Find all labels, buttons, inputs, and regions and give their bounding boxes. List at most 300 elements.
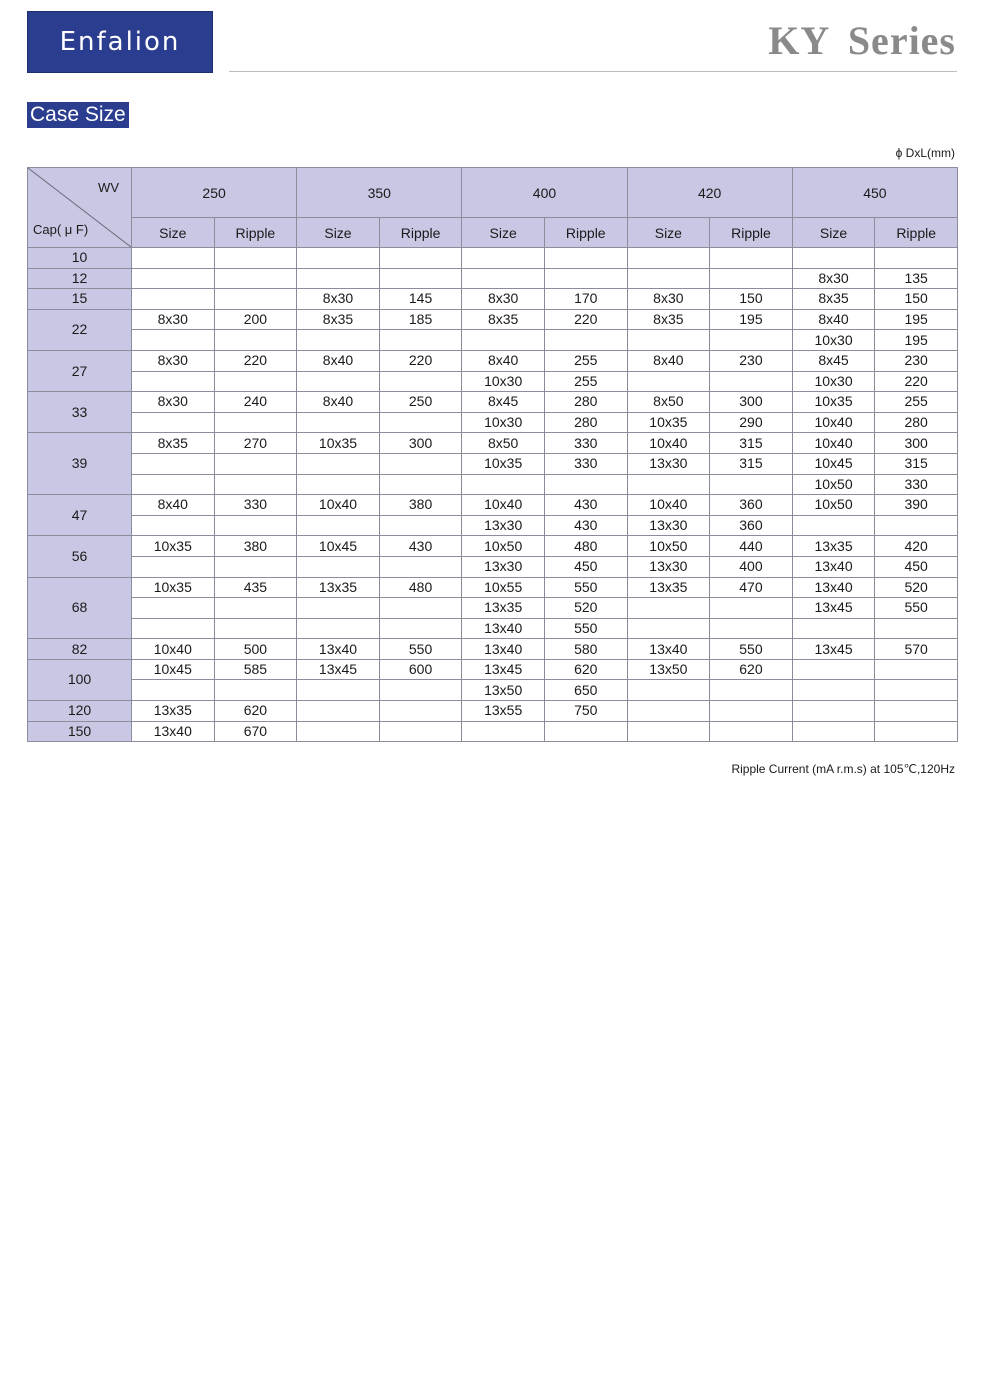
ripple-cell	[710, 701, 793, 722]
ripple-cell	[379, 618, 462, 639]
size-cell: 13x35	[627, 577, 710, 598]
ripple-cell: 220	[544, 309, 627, 330]
ripple-cell: 185	[379, 309, 462, 330]
size-cell: 13x40	[462, 618, 545, 639]
ripple-cell: 315	[875, 453, 958, 474]
size-cell	[297, 268, 380, 289]
ripple-cell	[379, 453, 462, 474]
size-cell	[297, 248, 380, 269]
ripple-cell	[379, 598, 462, 619]
ripple-cell: 620	[710, 659, 793, 680]
size-cell	[297, 371, 380, 392]
size-cell: 8x45	[792, 350, 875, 371]
table-row	[28, 495, 958, 516]
size-cell	[627, 371, 710, 392]
ripple-cell: 150	[710, 289, 793, 310]
size-cell	[627, 268, 710, 289]
ripple-cell: 400	[710, 556, 793, 577]
ripple-cell	[379, 412, 462, 433]
capacitance-cell: 56	[28, 536, 132, 577]
ripple-cell: 430	[379, 536, 462, 557]
ripple-cell	[710, 330, 793, 351]
ripple-cell: 580	[544, 639, 627, 660]
size-cell: 13x40	[792, 556, 875, 577]
table-row	[28, 659, 958, 680]
size-cell: 13x50	[627, 659, 710, 680]
size-cell: 8x35	[627, 309, 710, 330]
size-cell: 10x45	[297, 536, 380, 557]
ripple-cell: 195	[710, 309, 793, 330]
ripple-cell	[379, 371, 462, 392]
size-cell: 10x40	[462, 495, 545, 516]
table-row	[28, 701, 958, 722]
ripple-cell	[214, 289, 297, 310]
table-row	[28, 598, 958, 619]
voltage-header-450: 450	[792, 168, 957, 218]
ripple-cell	[379, 721, 462, 742]
ripple-cell	[875, 248, 958, 269]
ripple-cell: 315	[710, 433, 793, 454]
ripple-cell: 480	[379, 577, 462, 598]
size-cell: 13x40	[297, 639, 380, 660]
size-cell: 10x45	[132, 659, 215, 680]
capacitance-cell: 27	[28, 350, 132, 391]
size-cell: 8x35	[462, 309, 545, 330]
size-cell: 8x40	[297, 350, 380, 371]
capacitance-cell: 120	[28, 701, 132, 722]
size-cell	[132, 330, 215, 351]
table-row	[28, 392, 958, 413]
ripple-cell: 145	[379, 289, 462, 310]
ripple-cell: 135	[875, 268, 958, 289]
ripple-cell: 600	[379, 659, 462, 680]
size-cell: 8x30	[132, 392, 215, 413]
ripple-cell: 220	[875, 371, 958, 392]
ripple-cell	[875, 659, 958, 680]
size-cell: 10x35	[792, 392, 875, 413]
size-cell: 13x45	[462, 659, 545, 680]
size-cell: 13x30	[462, 515, 545, 536]
size-cell	[462, 268, 545, 289]
ripple-cell: 550	[544, 618, 627, 639]
size-cell: 13x50	[462, 680, 545, 701]
ripple-cell	[214, 453, 297, 474]
ripple-cell	[214, 515, 297, 536]
size-cell	[132, 412, 215, 433]
ripple-cell	[214, 412, 297, 433]
size-cell	[132, 289, 215, 310]
capacitance-cell: 100	[28, 659, 132, 700]
ripple-cell: 620	[214, 701, 297, 722]
size-cell: 8x30	[132, 309, 215, 330]
size-cell	[792, 701, 875, 722]
size-cell	[297, 680, 380, 701]
size-cell	[627, 680, 710, 701]
size-cell: 10x40	[297, 495, 380, 516]
ripple-cell: 430	[544, 495, 627, 516]
size-cell	[627, 598, 710, 619]
ripple-cell	[875, 618, 958, 639]
size-cell	[132, 453, 215, 474]
subheader-row	[28, 218, 958, 248]
size-cell	[792, 680, 875, 701]
capacitance-cell: 22	[28, 309, 132, 350]
capacitance-cell: 15	[28, 289, 132, 310]
capacitance-cell: 150	[28, 721, 132, 742]
table-row	[28, 721, 958, 742]
ripple-cell	[544, 248, 627, 269]
ripple-header: Ripple	[214, 218, 297, 248]
ripple-cell: 195	[875, 330, 958, 351]
size-cell: 8x30	[627, 289, 710, 310]
size-cell	[132, 474, 215, 495]
size-cell	[297, 412, 380, 433]
ripple-cell: 435	[214, 577, 297, 598]
ripple-cell	[214, 474, 297, 495]
ripple-cell: 195	[875, 309, 958, 330]
size-cell	[297, 618, 380, 639]
brand-logo: Enfalion	[27, 11, 213, 73]
size-cell	[627, 474, 710, 495]
size-cell: 10x55	[462, 577, 545, 598]
ripple-cell: 330	[544, 433, 627, 454]
table-row	[28, 350, 958, 371]
size-cell: 10x50	[792, 474, 875, 495]
voltage-header-row	[28, 168, 958, 218]
size-cell	[132, 618, 215, 639]
series-title: KY Series	[768, 18, 956, 63]
size-cell: 13x40	[462, 639, 545, 660]
ripple-cell	[379, 268, 462, 289]
table-row	[28, 412, 958, 433]
ripple-cell: 450	[875, 556, 958, 577]
size-cell: 13x30	[627, 515, 710, 536]
ripple-cell: 330	[875, 474, 958, 495]
size-cell: 8x35	[132, 433, 215, 454]
size-cell	[792, 248, 875, 269]
ripple-cell: 390	[875, 495, 958, 516]
size-cell	[297, 556, 380, 577]
table-row	[28, 248, 958, 269]
size-cell: 8x40	[627, 350, 710, 371]
ripple-cell	[875, 515, 958, 536]
ripple-cell	[710, 618, 793, 639]
size-cell: 10x35	[297, 433, 380, 454]
size-cell: 13x45	[792, 639, 875, 660]
ripple-header: Ripple	[710, 218, 793, 248]
table-row	[28, 577, 958, 598]
corner-header	[28, 168, 132, 248]
size-cell: 10x45	[792, 453, 875, 474]
size-cell: 8x35	[792, 289, 875, 310]
ripple-cell: 620	[544, 659, 627, 680]
ripple-cell: 330	[544, 453, 627, 474]
ripple-cell: 220	[214, 350, 297, 371]
table-row	[28, 556, 958, 577]
ripple-cell	[379, 515, 462, 536]
size-cell: 10x35	[132, 536, 215, 557]
ripple-cell: 300	[379, 433, 462, 454]
table-row	[28, 639, 958, 660]
size-cell: 8x40	[462, 350, 545, 371]
ripple-cell: 450	[544, 556, 627, 577]
ripple-cell	[214, 371, 297, 392]
size-cell: 8x45	[462, 392, 545, 413]
ripple-cell: 280	[544, 392, 627, 413]
ripple-cell: 420	[875, 536, 958, 557]
ripple-header: Ripple	[544, 218, 627, 248]
size-cell	[792, 618, 875, 639]
size-cell	[297, 701, 380, 722]
size-cell: 10x30	[792, 371, 875, 392]
ripple-cell: 250	[379, 392, 462, 413]
ripple-cell	[710, 721, 793, 742]
capacitance-cell: 12	[28, 268, 132, 289]
table-row	[28, 618, 958, 639]
ripple-cell	[544, 474, 627, 495]
size-cell: 8x40	[132, 495, 215, 516]
case-size-table	[27, 167, 958, 742]
ripple-current-note: Ripple Current (mA r.m.s) at 105℃,120Hz	[731, 762, 955, 776]
size-cell: 8x40	[792, 309, 875, 330]
ripple-cell: 300	[710, 392, 793, 413]
size-cell	[132, 680, 215, 701]
table-row	[28, 680, 958, 701]
ripple-cell: 750	[544, 701, 627, 722]
size-cell	[297, 474, 380, 495]
ripple-cell: 650	[544, 680, 627, 701]
ripple-cell: 255	[544, 371, 627, 392]
ripple-cell: 480	[544, 536, 627, 557]
ripple-cell: 550	[710, 639, 793, 660]
capacitance-cell: 68	[28, 577, 132, 639]
ripple-cell: 550	[875, 598, 958, 619]
table-row	[28, 515, 958, 536]
ripple-cell	[214, 248, 297, 269]
ripple-cell	[379, 680, 462, 701]
ripple-cell	[710, 680, 793, 701]
ripple-cell	[710, 248, 793, 269]
ripple-cell: 440	[710, 536, 793, 557]
size-cell: 13x30	[627, 556, 710, 577]
size-cell: 10x40	[132, 639, 215, 660]
ripple-cell: 255	[875, 392, 958, 413]
ripple-cell: 470	[710, 577, 793, 598]
size-cell	[627, 330, 710, 351]
header-divider	[229, 71, 957, 72]
table-row	[28, 268, 958, 289]
size-cell	[297, 330, 380, 351]
ripple-cell: 520	[544, 598, 627, 619]
size-cell	[132, 556, 215, 577]
size-cell: 8x50	[627, 392, 710, 413]
size-cell	[132, 515, 215, 536]
ripple-cell	[544, 330, 627, 351]
size-cell: 8x30	[297, 289, 380, 310]
size-cell	[627, 618, 710, 639]
size-cell	[792, 515, 875, 536]
ripple-cell: 220	[379, 350, 462, 371]
size-cell: 13x40	[627, 639, 710, 660]
capacitance-cell: 33	[28, 392, 132, 433]
ripple-cell: 255	[544, 350, 627, 371]
ripple-cell: 280	[544, 412, 627, 433]
size-cell: 8x35	[297, 309, 380, 330]
size-cell	[627, 248, 710, 269]
size-header: Size	[627, 218, 710, 248]
size-cell: 13x35	[792, 536, 875, 557]
ripple-cell: 360	[710, 515, 793, 536]
unit-note: ϕ DxL(mm)	[895, 146, 955, 160]
size-cell: 8x30	[132, 350, 215, 371]
ripple-cell: 270	[214, 433, 297, 454]
ripple-cell: 500	[214, 639, 297, 660]
size-header: Size	[297, 218, 380, 248]
ripple-cell	[214, 680, 297, 701]
table-row	[28, 371, 958, 392]
size-cell	[627, 721, 710, 742]
ripple-header: Ripple	[379, 218, 462, 248]
size-cell: 8x30	[792, 268, 875, 289]
ripple-cell	[379, 330, 462, 351]
table-row	[28, 309, 958, 330]
ripple-cell: 230	[875, 350, 958, 371]
size-cell: 13x35	[462, 598, 545, 619]
ripple-cell	[379, 556, 462, 577]
size-cell: 13x55	[462, 701, 545, 722]
size-cell: 13x40	[132, 721, 215, 742]
size-cell	[297, 515, 380, 536]
ripple-cell: 360	[710, 495, 793, 516]
ripple-cell	[379, 248, 462, 269]
table-row	[28, 536, 958, 557]
ripple-cell: 150	[875, 289, 958, 310]
voltage-header-420: 420	[627, 168, 792, 218]
ripple-cell: 585	[214, 659, 297, 680]
ripple-cell	[710, 371, 793, 392]
voltage-header-400: 400	[462, 168, 627, 218]
ripple-cell: 520	[875, 577, 958, 598]
ripple-cell: 670	[214, 721, 297, 742]
table-body	[28, 248, 958, 742]
capacitance-cell: 47	[28, 495, 132, 536]
size-cell: 10x30	[462, 371, 545, 392]
size-cell: 10x35	[627, 412, 710, 433]
ripple-cell: 430	[544, 515, 627, 536]
ripple-cell	[379, 474, 462, 495]
size-cell: 10x30	[462, 412, 545, 433]
size-cell: 10x50	[627, 536, 710, 557]
size-cell: 10x40	[792, 412, 875, 433]
section-title: Case Size	[27, 102, 129, 128]
ripple-cell: 380	[379, 495, 462, 516]
ripple-cell: 200	[214, 309, 297, 330]
ripple-cell	[710, 598, 793, 619]
size-cell: 8x40	[297, 392, 380, 413]
ripple-cell	[214, 330, 297, 351]
voltage-header-350: 350	[297, 168, 462, 218]
ripple-cell: 550	[544, 577, 627, 598]
size-cell	[792, 659, 875, 680]
ripple-cell	[710, 268, 793, 289]
ripple-cell: 315	[710, 453, 793, 474]
size-cell: 13x45	[792, 598, 875, 619]
size-cell: 13x35	[297, 577, 380, 598]
size-cell	[462, 474, 545, 495]
capacitance-cell: 82	[28, 639, 132, 660]
ripple-cell	[875, 721, 958, 742]
ripple-cell: 330	[214, 495, 297, 516]
size-cell: 10x35	[462, 453, 545, 474]
size-cell	[792, 721, 875, 742]
size-cell: 8x30	[462, 289, 545, 310]
ripple-cell: 300	[875, 433, 958, 454]
wv-label: WV	[98, 180, 119, 195]
size-cell: 10x40	[627, 433, 710, 454]
size-cell: 10x50	[792, 495, 875, 516]
size-cell: 13x35	[132, 701, 215, 722]
ripple-cell	[214, 268, 297, 289]
ripple-cell	[710, 474, 793, 495]
size-cell	[297, 721, 380, 742]
ripple-cell	[214, 618, 297, 639]
size-cell	[627, 701, 710, 722]
size-cell: 10x35	[132, 577, 215, 598]
table-row	[28, 433, 958, 454]
ripple-cell: 550	[379, 639, 462, 660]
size-cell	[297, 598, 380, 619]
size-cell: 13x40	[792, 577, 875, 598]
ripple-cell: 240	[214, 392, 297, 413]
ripple-cell	[544, 721, 627, 742]
ripple-cell: 280	[875, 412, 958, 433]
size-cell	[132, 248, 215, 269]
voltage-header-250: 250	[132, 168, 297, 218]
cap-label: Cap( μ F)	[33, 222, 89, 237]
size-cell	[462, 721, 545, 742]
capacitance-cell: 39	[28, 433, 132, 495]
size-cell	[297, 453, 380, 474]
size-cell	[462, 248, 545, 269]
ripple-cell	[544, 268, 627, 289]
size-cell	[132, 268, 215, 289]
size-header: Size	[462, 218, 545, 248]
table-row	[28, 453, 958, 474]
size-cell: 10x30	[792, 330, 875, 351]
ripple-cell	[875, 680, 958, 701]
ripple-cell: 380	[214, 536, 297, 557]
size-cell: 13x30	[462, 556, 545, 577]
ripple-cell	[214, 556, 297, 577]
size-cell: 13x45	[297, 659, 380, 680]
size-header: Size	[132, 218, 215, 248]
ripple-header: Ripple	[875, 218, 958, 248]
ripple-cell: 170	[544, 289, 627, 310]
ripple-cell	[875, 701, 958, 722]
size-cell: 10x40	[627, 495, 710, 516]
ripple-cell	[214, 598, 297, 619]
size-cell: 8x50	[462, 433, 545, 454]
table-row	[28, 474, 958, 495]
table-row	[28, 289, 958, 310]
size-cell	[462, 330, 545, 351]
ripple-cell: 570	[875, 639, 958, 660]
size-cell	[132, 371, 215, 392]
size-cell: 10x50	[462, 536, 545, 557]
size-cell	[132, 598, 215, 619]
size-cell: 10x40	[792, 433, 875, 454]
table-row	[28, 330, 958, 351]
